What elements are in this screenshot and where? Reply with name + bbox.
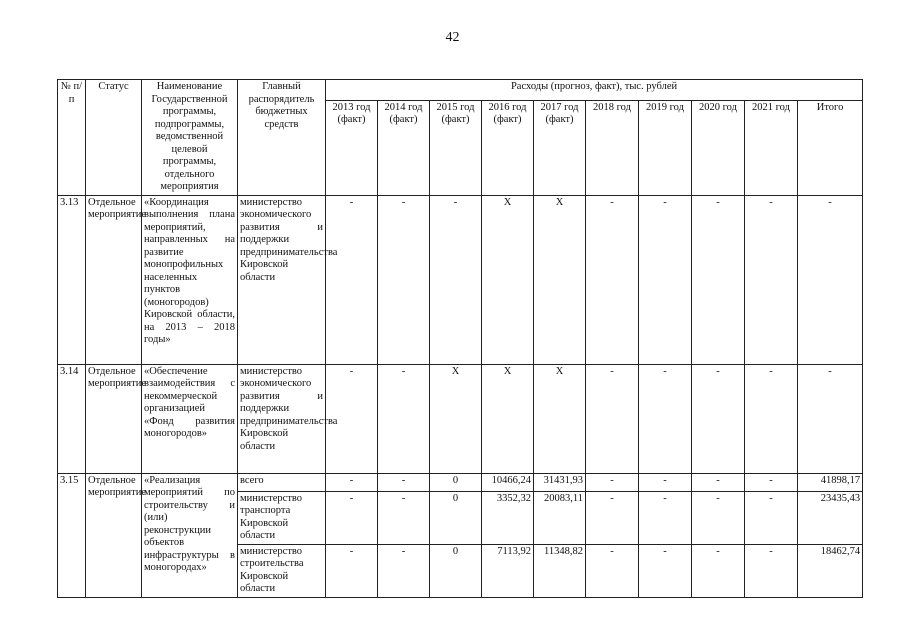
cell-2021: - — [745, 491, 798, 544]
cell-2017: 20083,11 — [534, 491, 586, 544]
cell-2021: - — [745, 544, 798, 597]
row-status: Отдельное мероприятие — [86, 364, 142, 473]
cell-2020: - — [692, 473, 745, 491]
row-admin: министерство экономического развития и поддержки предпринимательства Кировской области — [238, 364, 326, 473]
cell-2016: 10466,24 — [482, 473, 534, 491]
header-year: 2016 год (факт) — [482, 100, 534, 195]
cell-2016: 3352,32 — [482, 491, 534, 544]
cell-total: 18462,74 — [798, 544, 863, 597]
row-num: 3.15 — [58, 473, 86, 597]
row-num: 3.13 — [58, 195, 86, 364]
header-year: 2017 год (факт) — [534, 100, 586, 195]
cell-2015: - — [430, 195, 482, 364]
cell-2013: - — [326, 195, 378, 364]
header-year: 2014 год (факт) — [378, 100, 430, 195]
row-admin: министерство строительства Кировской области — [238, 544, 326, 597]
cell-2017: X — [534, 364, 586, 473]
row-admin: министерство транспорта Кировской области — [238, 491, 326, 544]
cell-2018: - — [586, 544, 639, 597]
cell-2020: - — [692, 364, 745, 473]
cell-2021: - — [745, 364, 798, 473]
cell-2013: - — [326, 544, 378, 597]
cell-2015: X — [430, 364, 482, 473]
cell-2013: - — [326, 491, 378, 544]
row-status: Отдельное мероприятие — [86, 473, 142, 597]
cell-2013: - — [326, 364, 378, 473]
cell-2018: - — [586, 491, 639, 544]
cell-2017: 31431,93 — [534, 473, 586, 491]
cell-2016: 7113,92 — [482, 544, 534, 597]
cell-2019: - — [639, 195, 692, 364]
cell-total: - — [798, 195, 863, 364]
header-status: Статус — [86, 80, 142, 196]
cell-2018: - — [586, 473, 639, 491]
cell-total: - — [798, 364, 863, 473]
cell-2019: - — [639, 491, 692, 544]
cell-2013: - — [326, 473, 378, 491]
cell-2014: - — [378, 364, 430, 473]
budget-table — [57, 79, 863, 598]
header-year: 2020 год — [692, 100, 745, 195]
cell-2018: - — [586, 364, 639, 473]
header-total: Итого — [798, 100, 863, 195]
cell-2019: - — [639, 544, 692, 597]
row-admin: всего — [238, 473, 326, 491]
header-name: Наименование Государственной программы, подпрограммы, ведомственной целевой программы, отдельного мероприятия — [142, 80, 238, 196]
row-status: Отдельное мероприятие — [86, 195, 142, 364]
cell-2014: - — [378, 473, 430, 491]
cell-2018: - — [586, 195, 639, 364]
row-name: «Реализация мероприятий по строительству и (или) реконструкции объектов инфраструктуры в моногородах» — [142, 473, 238, 597]
header-num: № п/п — [58, 80, 86, 196]
cell-2016: X — [482, 364, 534, 473]
table-row — [58, 195, 863, 364]
header-year: 2013 год (факт) — [326, 100, 378, 195]
header-year: 2015 год (факт) — [430, 100, 482, 195]
cell-2014: - — [378, 491, 430, 544]
header-expenses: Расходы (прогноз, факт), тыс. рублей — [326, 80, 863, 101]
cell-2014: - — [378, 195, 430, 364]
header-row — [58, 80, 863, 101]
header-admin: Главный распорядитель бюджетных средств — [238, 80, 326, 196]
header-year: 2021 год — [745, 100, 798, 195]
table-row — [58, 473, 863, 491]
cell-2015: 0 — [430, 544, 482, 597]
cell-2020: - — [692, 195, 745, 364]
cell-2021: - — [745, 473, 798, 491]
cell-2019: - — [639, 473, 692, 491]
cell-2016: X — [482, 195, 534, 364]
cell-total: 23435,43 — [798, 491, 863, 544]
cell-2014: - — [378, 544, 430, 597]
row-name: «Обеспечение взаимодействия с некоммерческой организацией «Фонд развития моногородов» — [142, 364, 238, 473]
cell-2019: - — [639, 364, 692, 473]
cell-total: 41898,17 — [798, 473, 863, 491]
cell-2020: - — [692, 491, 745, 544]
cell-2021: - — [745, 195, 798, 364]
cell-2017: X — [534, 195, 586, 364]
cell-2015: 0 — [430, 473, 482, 491]
cell-2017: 11348,82 — [534, 544, 586, 597]
row-name: «Координация выполнения плана мероприятий, направленных на развитие монопрофильных населенных пунктов (моногородов) Кировской области, на 2013 – 2018 годы» — [142, 195, 238, 364]
cell-2015: 0 — [430, 491, 482, 544]
header-year: 2018 год — [586, 100, 639, 195]
row-admin: министерство экономического развития и поддержки предпринимательства Кировской области — [238, 195, 326, 364]
row-num: 3.14 — [58, 364, 86, 473]
table-row — [58, 364, 863, 473]
page-number: 42 — [445, 30, 460, 45]
cell-2020: - — [692, 544, 745, 597]
header-year: 2019 год — [639, 100, 692, 195]
